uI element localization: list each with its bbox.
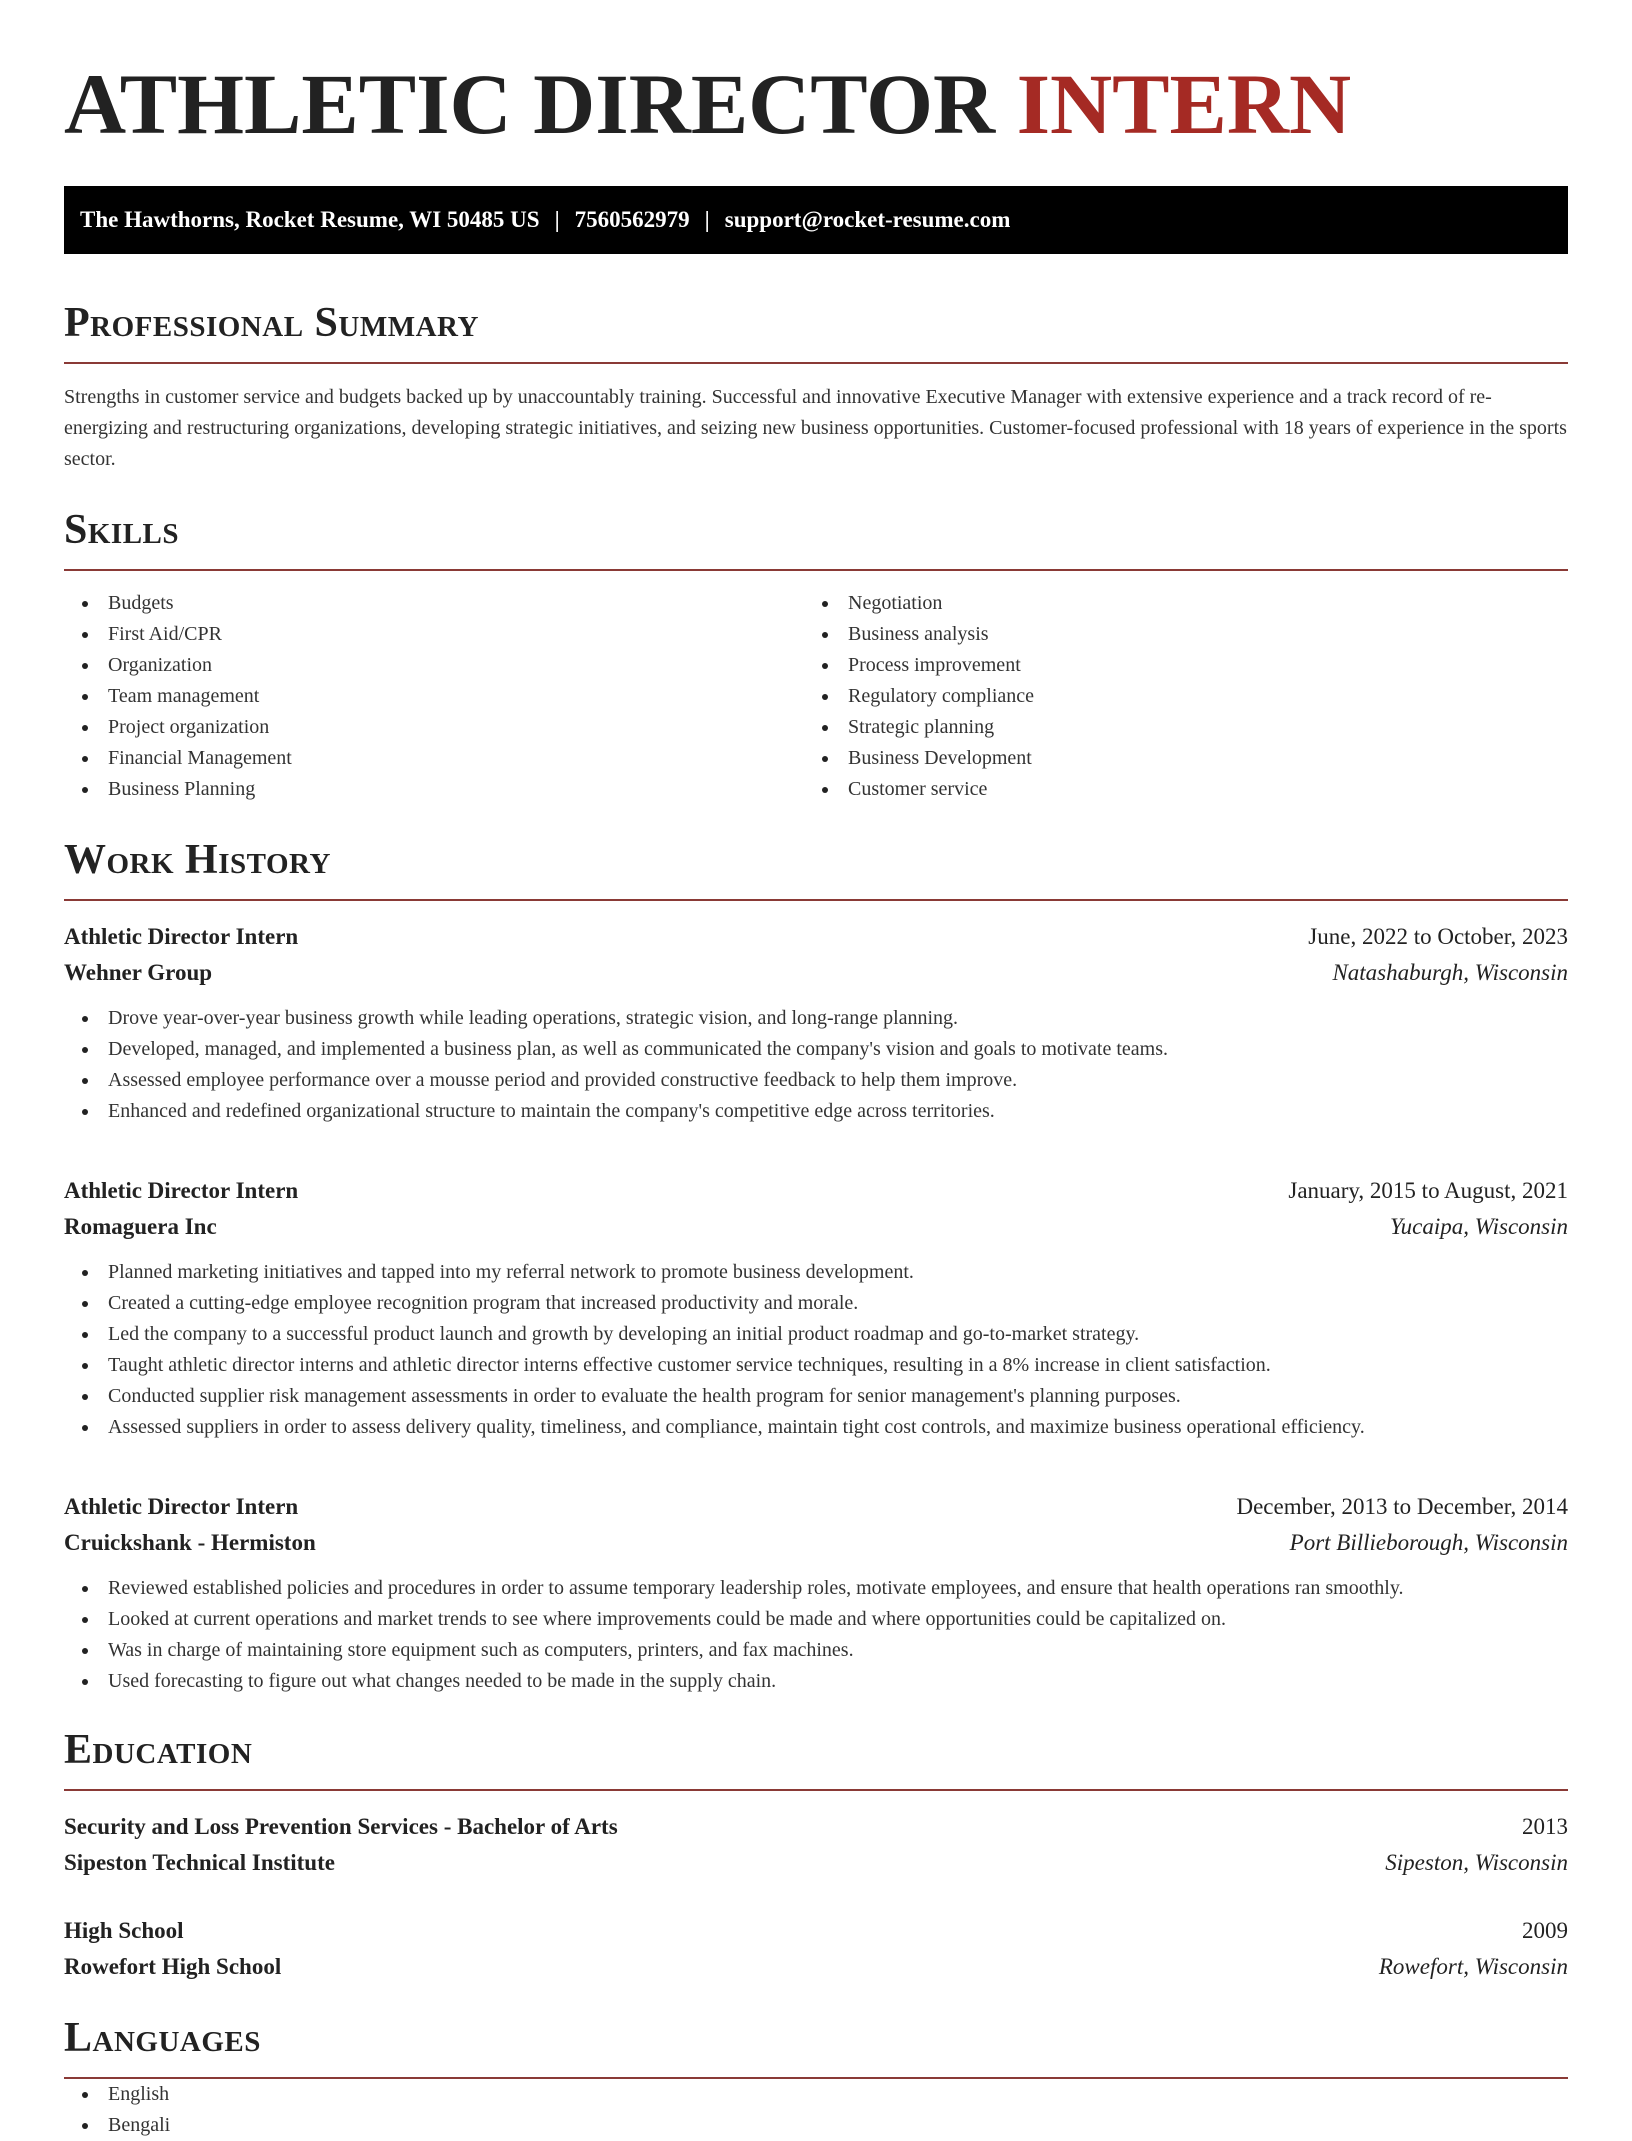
contact-bar (64, 186, 1568, 254)
job-dates: December, 2013 to December, 2014 (1236, 1494, 1568, 1519)
job-bullet: Used forecasting to figure out what changes needed to be made in the supply chain. (64, 1666, 1568, 1697)
skills-grid (64, 588, 1568, 805)
section-title: Skills (64, 507, 180, 553)
job-bullet: Developed, managed, and implemented a business plan, as well as communicated the company's vision and goals to motivate teams. (64, 1034, 1568, 1065)
job-location: Natashaburgh, Wisconsin (1332, 960, 1568, 985)
job-company: Cruickshank - Hermiston (64, 1530, 316, 1555)
job-bullets (64, 1257, 1568, 1443)
job-header-row (64, 1173, 1568, 1209)
job-title: Athletic Director Intern (64, 924, 299, 949)
job-company-row (64, 1525, 1568, 1561)
languages-list (64, 2079, 1568, 2141)
education-school-row (64, 1845, 1568, 1881)
job-company-row (64, 955, 1568, 991)
education-year: 2009 (1522, 1918, 1568, 1943)
job-bullet: Reviewed established policies and procedures in order to assume temporary leadership roles, motivate employees, and ensure that health operations ran smoothly. (64, 1573, 1568, 1604)
skill-item: Regulatory compliance (804, 681, 1544, 712)
job-header-row (64, 919, 1568, 955)
skills-column-right (804, 588, 1544, 805)
resume-name (64, 56, 1568, 152)
job-bullets (64, 1003, 1568, 1127)
job-bullet: Was in charge of maintaining store equipment such as computers, printers, and fax machines. (64, 1635, 1568, 1666)
job-company: Wehner Group (64, 960, 213, 985)
job-dates: June, 2022 to October, 2023 (1308, 924, 1568, 949)
skill-item: Business Planning (64, 774, 804, 805)
job-location: Port Billieborough, Wisconsin (1289, 1530, 1568, 1555)
education-school: Sipeston Technical Institute (64, 1850, 335, 1875)
job-bullet: Led the company to a successful product launch and growth by developing an initial product roadmap and go-to-market strategy. (64, 1319, 1568, 1350)
section-divider (64, 1789, 1568, 1791)
skill-item: Organization (64, 650, 804, 681)
section-title: Education (64, 1727, 253, 1773)
section-skills (64, 505, 1568, 805)
education-location: Rowefort, Wisconsin (1378, 1954, 1568, 1979)
education-school: Rowefort High School (64, 1954, 282, 1979)
job-company: Romaguera Inc (64, 1214, 217, 1239)
section-professional-summary (64, 298, 1568, 475)
job-entry (64, 919, 1568, 1127)
section-title: Professional Summary (64, 300, 479, 346)
skills-column-left (64, 588, 804, 805)
job-bullet: Drove year-over-year business growth while leading operations, strategic vision, and long-range planning. (64, 1003, 1568, 1034)
language-item: English (64, 2079, 1568, 2110)
skill-item: Project organization (64, 712, 804, 743)
job-bullet: Enhanced and redefined organizational structure to maintain the company's competitive edge across territories. (64, 1096, 1568, 1127)
language-item: Bengali (64, 2110, 1568, 2141)
job-bullet: Planned marketing initiatives and tapped into my referral network to promote business development. (64, 1257, 1568, 1288)
section-education (64, 1725, 1568, 1985)
job-bullet: Assessed employee performance over a mousse period and provided constructive feedback to help them improve. (64, 1065, 1568, 1096)
job-title: Athletic Director Intern (64, 1178, 299, 1203)
job-bullet: Conducted supplier risk management assessments in order to evaluate the health program for senior management's planning purposes. (64, 1381, 1568, 1412)
skill-item: Customer service (804, 774, 1544, 805)
job-bullet: Created a cutting-edge employee recognition program that increased productivity and morale. (64, 1288, 1568, 1319)
section-languages (64, 2013, 1568, 2141)
job-dates: January, 2015 to August, 2021 (1288, 1178, 1568, 1203)
job-bullet: Taught athletic director interns and athletic director interns effective customer service techniques, resulting in a 8% increase in client satisfaction. (64, 1350, 1568, 1381)
education-degree: Security and Loss Prevention Services - Bachelor of Arts (64, 1814, 618, 1839)
skill-item: Budgets (64, 588, 804, 619)
section-divider (64, 362, 1568, 364)
job-header-row (64, 1489, 1568, 1525)
skill-item: First Aid/CPR (64, 619, 804, 650)
contact-email[interactable]: support@rocket-resume.com (724, 207, 1011, 232)
job-entry (64, 1489, 1568, 1697)
job-entry (64, 1173, 1568, 1443)
skills-list-left (64, 588, 804, 805)
education-degree: High School (64, 1918, 184, 1943)
job-company-row (64, 1209, 1568, 1245)
name-accent: INTERN (1016, 56, 1352, 152)
section-title: Languages (64, 2015, 261, 2061)
section-divider (64, 899, 1568, 901)
contact-phone: 7560562979 (574, 207, 690, 232)
skills-list-right (804, 588, 1544, 805)
skill-item: Process improvement (804, 650, 1544, 681)
name-main: ATHLETIC DIRECTOR (64, 56, 996, 152)
education-entry (64, 1913, 1568, 1985)
education-school-row (64, 1949, 1568, 1985)
job-bullet: Assessed suppliers in order to assess delivery quality, timeliness, and compliance, maintain tight cost controls, and maximize business operational efficiency. (64, 1412, 1568, 1443)
skill-item: Business analysis (804, 619, 1544, 650)
education-header-row (64, 1809, 1568, 1845)
skill-item: Financial Management (64, 743, 804, 774)
job-bullet: Looked at current operations and market trends to see where improvements could be made and where opportunities could be capitalized on. (64, 1604, 1568, 1635)
contact-separator: | (704, 207, 710, 232)
education-entry (64, 1809, 1568, 1881)
education-location: Sipeston, Wisconsin (1385, 1850, 1568, 1875)
job-bullets (64, 1573, 1568, 1697)
skill-item: Negotiation (804, 588, 1544, 619)
job-location: Yucaipa, Wisconsin (1389, 1214, 1568, 1239)
skill-item: Business Development (804, 743, 1544, 774)
summary-text: Strengths in customer service and budgets backed up by unaccountably training. Successful and innovative Executive Manager with extensive experience and a track record of re-energizing and restructuring organizations, developing strategic initiatives, and seizing new business opportunities. Customer-focused professional with 18 years of experience in the sports sector. (64, 386, 1567, 470)
education-year: 2013 (1522, 1814, 1568, 1839)
contact-separator: | (554, 207, 560, 232)
skill-item: Strategic planning (804, 712, 1544, 743)
skill-item: Team management (64, 681, 804, 712)
job-title: Athletic Director Intern (64, 1494, 299, 1519)
section-work-history (64, 835, 1568, 1697)
education-header-row (64, 1913, 1568, 1949)
section-title: Work History (64, 837, 331, 883)
section-divider (64, 569, 1568, 571)
contact-address: The Hawthorns, Rocket Resume, WI 50485 US (80, 207, 540, 232)
